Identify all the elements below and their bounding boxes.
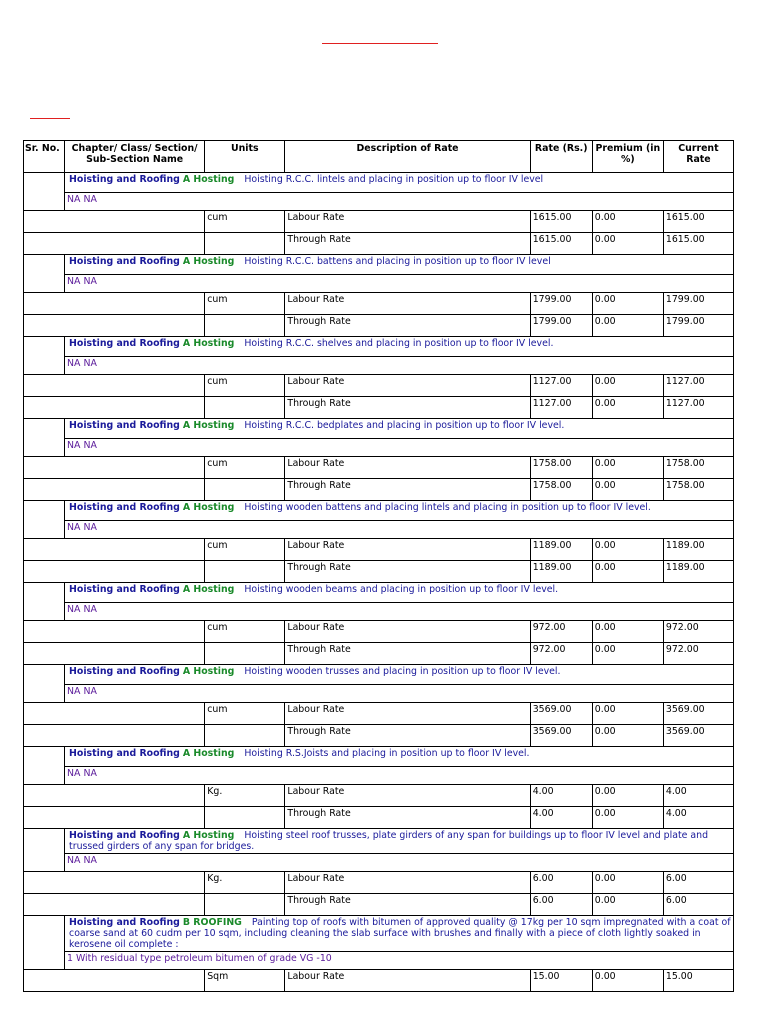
rate-row xyxy=(24,561,734,583)
current-rate-cell: 6.00 xyxy=(663,872,733,894)
item-heading xyxy=(65,255,734,275)
rate-cell: 15.00 xyxy=(530,970,592,992)
sr-no-cell xyxy=(24,521,65,539)
premium-cell: 0.00 xyxy=(592,397,663,419)
rate-type-cell: Through Rate xyxy=(285,725,530,747)
blank-cell xyxy=(24,315,205,337)
rate-type-cell: Labour Rate xyxy=(285,872,530,894)
rate-cell: 1189.00 xyxy=(530,561,592,583)
item-heading xyxy=(65,583,734,603)
rate-cell: 3569.00 xyxy=(530,703,592,725)
rate-type-cell: Through Rate xyxy=(285,643,530,665)
current-rate-cell: 972.00 xyxy=(663,621,733,643)
current-rate-cell: 1189.00 xyxy=(663,539,733,561)
sub-section-name: NA NA xyxy=(65,767,734,785)
current-rate-cell: 4.00 xyxy=(663,807,733,829)
item-heading-row xyxy=(24,665,734,685)
sub-section-row xyxy=(24,357,734,375)
header-red-rule xyxy=(322,43,438,44)
rate-row xyxy=(24,872,734,894)
class-name: A Hosting xyxy=(182,830,235,841)
blank-cell xyxy=(24,643,205,665)
premium-cell: 0.00 xyxy=(592,785,663,807)
rate-row xyxy=(24,539,734,561)
rate-cell: 972.00 xyxy=(530,621,592,643)
unit-cell xyxy=(205,479,285,501)
item-heading-row xyxy=(24,337,734,357)
blank-cell xyxy=(24,457,205,479)
premium-cell: 0.00 xyxy=(592,539,663,561)
sr-no-cell xyxy=(24,952,65,970)
unit-cell xyxy=(205,725,285,747)
item-heading xyxy=(65,337,734,357)
unit-cell: cum xyxy=(205,457,285,479)
unit-cell xyxy=(205,561,285,583)
item-heading xyxy=(65,829,734,854)
sub-section-row xyxy=(24,193,734,211)
table-body xyxy=(24,173,734,992)
class-name: A Hosting xyxy=(182,256,235,267)
item-heading xyxy=(65,916,734,952)
current-rate-cell: 1615.00 xyxy=(663,211,733,233)
sub-section-name: NA NA xyxy=(65,854,734,872)
current-rate-cell: 6.00 xyxy=(663,894,733,916)
sub-section-row xyxy=(24,275,734,293)
item-description: Hoisting wooden beams and placing in position up to floor IV level. xyxy=(244,584,559,595)
current-rate-cell: 1758.00 xyxy=(663,457,733,479)
rate-row xyxy=(24,970,734,992)
rate-cell: 3569.00 xyxy=(530,725,592,747)
item-description: Hoisting R.C.C. bedplates and placing in position up to floor IV level. xyxy=(244,420,565,431)
rate-row xyxy=(24,479,734,501)
current-rate-cell: 1799.00 xyxy=(663,293,733,315)
rate-cell: 1799.00 xyxy=(530,315,592,337)
rate-type-cell: Through Rate xyxy=(285,397,530,419)
premium-cell: 0.00 xyxy=(592,375,663,397)
sr-no-cell xyxy=(24,767,65,785)
current-rate-cell: 15.00 xyxy=(663,970,733,992)
rate-type-cell: Labour Rate xyxy=(285,293,530,315)
chapter-name: Hoisting and Roofing xyxy=(69,917,180,928)
unit-cell: cum xyxy=(205,293,285,315)
sr-no-cell xyxy=(24,193,65,211)
rate-row xyxy=(24,807,734,829)
item-heading xyxy=(65,173,734,193)
sub-section-name: NA NA xyxy=(65,439,734,457)
class-name: B ROOFING xyxy=(182,917,242,928)
item-heading-row xyxy=(24,916,734,952)
sub-section-name: NA NA xyxy=(65,521,734,539)
rate-type-cell: Labour Rate xyxy=(285,457,530,479)
rate-type-cell: Through Rate xyxy=(285,807,530,829)
sub-section-name: NA NA xyxy=(65,685,734,703)
sub-section-name: NA NA xyxy=(65,603,734,621)
sub-section-row xyxy=(24,952,734,970)
item-heading xyxy=(65,747,734,767)
blank-cell xyxy=(24,233,205,255)
sub-section-row xyxy=(24,603,734,621)
item-heading-row xyxy=(24,419,734,439)
col-header-premium: Premium (in %) xyxy=(592,141,663,173)
class-name: A Hosting xyxy=(182,502,235,513)
section-red-rule xyxy=(30,118,70,119)
blank-cell xyxy=(24,293,205,315)
unit-cell xyxy=(205,894,285,916)
rate-cell: 972.00 xyxy=(530,643,592,665)
unit-cell: cum xyxy=(205,621,285,643)
rate-cell: 4.00 xyxy=(530,785,592,807)
sr-no-cell xyxy=(24,583,65,603)
chapter-name: Hoisting and Roofing xyxy=(69,338,180,349)
sub-section-row xyxy=(24,685,734,703)
sr-no-cell xyxy=(24,275,65,293)
sub-section-name: NA NA xyxy=(65,357,734,375)
unit-cell xyxy=(205,643,285,665)
sub-section-name: NA NA xyxy=(65,275,734,293)
blank-cell xyxy=(24,703,205,725)
rate-row xyxy=(24,703,734,725)
rate-row xyxy=(24,233,734,255)
sr-no-cell xyxy=(24,854,65,872)
sub-section-name: 1 With residual type petroleum bitumen of grade VG -10 xyxy=(65,952,734,970)
unit-cell: cum xyxy=(205,375,285,397)
rate-row xyxy=(24,643,734,665)
premium-cell: 0.00 xyxy=(592,479,663,501)
col-header-units: Units xyxy=(205,141,285,173)
col-header-sr-no: Sr. No. xyxy=(24,141,65,173)
item-description: Hoisting R.S.Joists and placing in position up to floor IV level. xyxy=(244,748,530,759)
blank-cell xyxy=(24,397,205,419)
premium-cell: 0.00 xyxy=(592,561,663,583)
item-description: Hoisting R.C.C. shelves and placing in position up to floor IV level. xyxy=(244,338,554,349)
rate-type-cell: Through Rate xyxy=(285,479,530,501)
blank-cell xyxy=(24,479,205,501)
premium-cell: 0.00 xyxy=(592,233,663,255)
unit-cell: cum xyxy=(205,703,285,725)
table-header-row xyxy=(24,141,734,173)
unit-cell: Kg. xyxy=(205,872,285,894)
unit-cell xyxy=(205,233,285,255)
blank-cell xyxy=(24,785,205,807)
premium-cell: 0.00 xyxy=(592,807,663,829)
rate-cell: 6.00 xyxy=(530,894,592,916)
item-heading xyxy=(65,665,734,685)
item-heading xyxy=(65,501,734,521)
current-rate-cell: 972.00 xyxy=(663,643,733,665)
rate-row xyxy=(24,457,734,479)
col-header-rate: Rate (Rs.) xyxy=(530,141,592,173)
sr-no-cell xyxy=(24,357,65,375)
sub-section-name: NA NA xyxy=(65,193,734,211)
rate-type-cell: Labour Rate xyxy=(285,375,530,397)
sub-section-row xyxy=(24,854,734,872)
rate-row xyxy=(24,375,734,397)
rate-cell: 1189.00 xyxy=(530,539,592,561)
rate-row xyxy=(24,894,734,916)
item-description: Painting top of roofs with bitumen of approved quality @ 17kg per 10 sqm impregnated with a coat of coarse sand at 60 cudm per 10 sqm, including cleaning the slab surface with brushes and finally with a piece of cloth lightly soaked in kerosene oil complete : xyxy=(69,917,731,950)
chapter-name: Hoisting and Roofing xyxy=(69,256,180,267)
current-rate-cell: 1127.00 xyxy=(663,397,733,419)
rate-row xyxy=(24,785,734,807)
rate-type-cell: Labour Rate xyxy=(285,970,530,992)
unit-cell: Kg. xyxy=(205,785,285,807)
rate-cell: 1127.00 xyxy=(530,375,592,397)
rate-cell: 6.00 xyxy=(530,872,592,894)
chapter-name: Hoisting and Roofing xyxy=(69,830,180,841)
current-rate-cell: 3569.00 xyxy=(663,703,733,725)
chapter-name: Hoisting and Roofing xyxy=(69,584,180,595)
current-rate-cell: 1189.00 xyxy=(663,561,733,583)
rate-row xyxy=(24,397,734,419)
premium-cell: 0.00 xyxy=(592,315,663,337)
current-rate-cell: 3569.00 xyxy=(663,725,733,747)
sr-no-cell xyxy=(24,501,65,521)
unit-cell: Sqm xyxy=(205,970,285,992)
premium-cell: 0.00 xyxy=(592,725,663,747)
current-rate-cell: 1758.00 xyxy=(663,479,733,501)
sr-no-cell xyxy=(24,419,65,439)
item-description: Hoisting R.C.C. lintels and placing in position up to floor IV level xyxy=(244,174,544,185)
rate-row xyxy=(24,621,734,643)
premium-cell: 0.00 xyxy=(592,872,663,894)
premium-cell: 0.00 xyxy=(592,211,663,233)
class-name: A Hosting xyxy=(182,748,235,759)
rate-type-cell: Labour Rate xyxy=(285,211,530,233)
class-name: A Hosting xyxy=(182,666,235,677)
class-name: A Hosting xyxy=(182,584,235,595)
chapter-name: Hoisting and Roofing xyxy=(69,174,180,185)
rate-type-cell: Labour Rate xyxy=(285,621,530,643)
rate-cell: 1758.00 xyxy=(530,479,592,501)
rate-row xyxy=(24,725,734,747)
rates-table xyxy=(23,140,734,992)
class-name: A Hosting xyxy=(182,420,235,431)
rate-row xyxy=(24,315,734,337)
chapter-name: Hoisting and Roofing xyxy=(69,666,180,677)
unit-cell xyxy=(205,315,285,337)
current-rate-cell: 1127.00 xyxy=(663,375,733,397)
blank-cell xyxy=(24,539,205,561)
blank-cell xyxy=(24,621,205,643)
sr-no-cell xyxy=(24,603,65,621)
blank-cell xyxy=(24,725,205,747)
sr-no-cell xyxy=(24,665,65,685)
sr-no-cell xyxy=(24,173,65,193)
chapter-name: Hoisting and Roofing xyxy=(69,502,180,513)
item-description: Hoisting R.C.C. battens and placing in position up to floor IV level xyxy=(244,256,551,267)
premium-cell: 0.00 xyxy=(592,970,663,992)
rate-cell: 1615.00 xyxy=(530,211,592,233)
rate-type-cell: Labour Rate xyxy=(285,539,530,561)
class-name: A Hosting xyxy=(182,174,235,185)
sr-no-cell xyxy=(24,439,65,457)
blank-cell xyxy=(24,872,205,894)
blank-cell xyxy=(24,970,205,992)
rate-type-cell: Through Rate xyxy=(285,894,530,916)
sr-no-cell xyxy=(24,747,65,767)
current-rate-cell: 1615.00 xyxy=(663,233,733,255)
rate-type-cell: Labour Rate xyxy=(285,703,530,725)
unit-cell xyxy=(205,397,285,419)
blank-cell xyxy=(24,375,205,397)
item-description: Hoisting steel roof trusses, plate girders of any span for buildings up to floor IV level and plate and trussed girders of any span for bridges. xyxy=(69,830,709,852)
sr-no-cell xyxy=(24,685,65,703)
unit-cell xyxy=(205,807,285,829)
class-name: A Hosting xyxy=(182,338,235,349)
sub-section-row xyxy=(24,439,734,457)
current-rate-cell: 1799.00 xyxy=(663,315,733,337)
premium-cell: 0.00 xyxy=(592,457,663,479)
item-description: Hoisting wooden battens and placing lintels and placing in position up to floor IV level. xyxy=(244,502,651,513)
blank-cell xyxy=(24,211,205,233)
blank-cell xyxy=(24,807,205,829)
rate-cell: 1615.00 xyxy=(530,233,592,255)
rate-cell: 1127.00 xyxy=(530,397,592,419)
rate-cell: 4.00 xyxy=(530,807,592,829)
unit-cell: cum xyxy=(205,539,285,561)
rate-type-cell: Through Rate xyxy=(285,315,530,337)
rate-row xyxy=(24,211,734,233)
sr-no-cell xyxy=(24,916,65,952)
col-header-chapter: Chapter/ Class/ Section/ Sub-Section Name xyxy=(65,141,205,173)
item-description: Hoisting wooden trusses and placing in position up to floor IV level. xyxy=(244,666,561,677)
premium-cell: 0.00 xyxy=(592,643,663,665)
rate-type-cell: Labour Rate xyxy=(285,785,530,807)
premium-cell: 0.00 xyxy=(592,703,663,725)
col-header-current-rate: Current Rate xyxy=(663,141,733,173)
item-heading-row xyxy=(24,829,734,854)
blank-cell xyxy=(24,894,205,916)
sub-section-row xyxy=(24,521,734,539)
item-heading-row xyxy=(24,747,734,767)
item-heading-row xyxy=(24,501,734,521)
sr-no-cell xyxy=(24,829,65,854)
item-heading xyxy=(65,419,734,439)
col-header-description: Description of Rate xyxy=(285,141,530,173)
premium-cell: 0.00 xyxy=(592,621,663,643)
unit-cell: cum xyxy=(205,211,285,233)
premium-cell: 0.00 xyxy=(592,293,663,315)
rate-row xyxy=(24,293,734,315)
chapter-name: Hoisting and Roofing xyxy=(69,748,180,759)
item-heading-row xyxy=(24,583,734,603)
blank-cell xyxy=(24,561,205,583)
chapter-name: Hoisting and Roofing xyxy=(69,420,180,431)
current-rate-cell: 4.00 xyxy=(663,785,733,807)
rate-cell: 1799.00 xyxy=(530,293,592,315)
rate-type-cell: Through Rate xyxy=(285,561,530,583)
sr-no-cell xyxy=(24,337,65,357)
rate-type-cell: Through Rate xyxy=(285,233,530,255)
item-heading-row xyxy=(24,255,734,275)
sr-no-cell xyxy=(24,255,65,275)
rate-cell: 1758.00 xyxy=(530,457,592,479)
sub-section-row xyxy=(24,767,734,785)
premium-cell: 0.00 xyxy=(592,894,663,916)
item-heading-row xyxy=(24,173,734,193)
